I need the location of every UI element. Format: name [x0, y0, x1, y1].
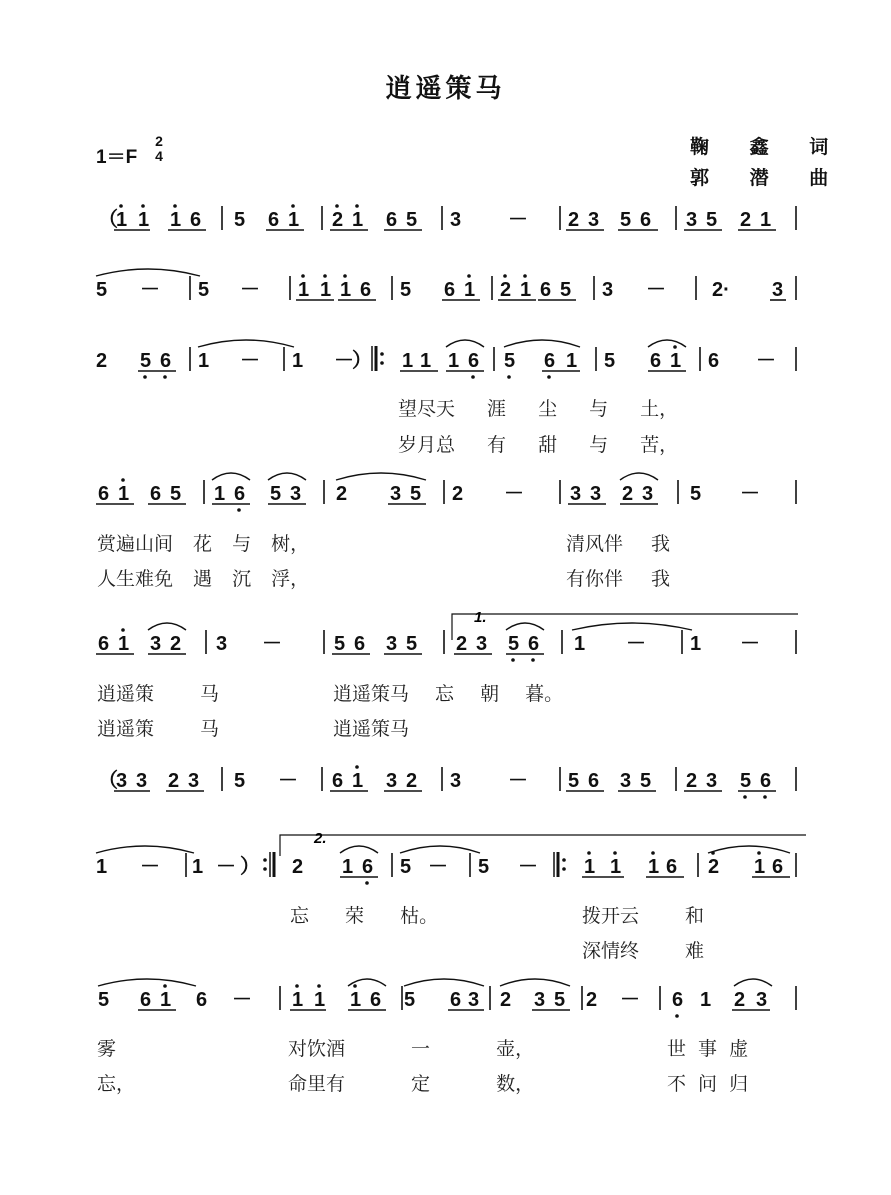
note-7-23: 1 [700, 989, 712, 1011]
note-2-1: 5 [140, 350, 152, 372]
lyric-row8-v2c: 不 问 归 [667, 1073, 749, 1095]
note-3-22: 5 [690, 483, 702, 505]
note-0-10: 2 [332, 209, 344, 231]
repeat-dot [380, 352, 384, 356]
note-2-20: 5 [604, 350, 616, 372]
upper-octave-dot [467, 274, 471, 278]
song-title: 逍遥策马 [385, 74, 506, 104]
note-4-8: 5 [334, 633, 346, 655]
note-0-4: 6 [190, 209, 202, 231]
lower-octave-dot [547, 375, 551, 379]
volta-1-label: 1. [474, 609, 487, 626]
repeat-dot [263, 867, 267, 871]
note-7-3: 6 [196, 989, 208, 1011]
note-0-13: 5 [406, 209, 418, 231]
upper-octave-dot [673, 345, 677, 349]
upper-octave-dot [651, 851, 655, 855]
note-1-13: 1 [464, 279, 476, 301]
note-0-25: 2 [740, 209, 752, 231]
slur [620, 473, 658, 480]
note-2-9: ） [352, 350, 372, 372]
upper-octave-dot [291, 204, 295, 208]
lyric-row5-v1b: 逍遥策马 忘 朝 暮。 [333, 683, 564, 705]
note-2-21: 6 [650, 350, 662, 372]
slur [572, 623, 692, 630]
note-5-20: 5 [640, 770, 652, 792]
slur [336, 473, 426, 480]
key-signature: 1＝F [96, 147, 138, 168]
slur [504, 340, 580, 347]
note-4-11: 5 [406, 633, 418, 655]
lyric-row8-v2a: 忘， [97, 1073, 136, 1095]
note-3-3: 5 [170, 483, 182, 505]
note-6-1: － [140, 856, 160, 878]
note-5-1: 3 [116, 770, 128, 792]
note-4-9: 6 [354, 633, 366, 655]
lyric-row4-v2b: 有你伴 我 [566, 568, 671, 590]
note-6-9: 6 [362, 856, 374, 878]
note-7-7: 1 [314, 989, 326, 1011]
upper-octave-dot [317, 984, 321, 988]
slur [404, 979, 484, 986]
note-3-10: 2 [336, 483, 348, 505]
note-6-19: 1 [648, 856, 660, 878]
note-7-20: － [620, 989, 640, 1011]
repeat-dot [562, 858, 566, 862]
note-5-15: － [508, 770, 528, 792]
note-1-9: 6 [360, 279, 372, 301]
note-3-8: 3 [290, 483, 302, 505]
note-0-16: － [508, 209, 528, 231]
note-2-25: － [756, 350, 776, 372]
upper-octave-dot [141, 204, 145, 208]
note-6-15: － [518, 856, 538, 878]
note-4-15: 5 [508, 633, 520, 655]
upper-octave-dot [295, 984, 299, 988]
note-0-2: 1 [138, 209, 150, 231]
note-1-7: 1 [320, 279, 332, 301]
note-1-23: 2· [712, 279, 730, 301]
lyric-row5-v2a: 逍遥策 马 [97, 718, 220, 740]
lyric-row4-v1a: 赏遍山间 花 与 树， [97, 533, 310, 555]
note-1-12: 6 [444, 279, 456, 301]
note-7-4: － [232, 989, 252, 1011]
note-3-11: 3 [390, 483, 402, 505]
meter-bottom: 4 [155, 148, 163, 164]
note-0-11: 1 [352, 209, 364, 231]
note-0-18: 2 [568, 209, 580, 231]
note-1-16: 1 [520, 279, 532, 301]
note-7-15: 2 [500, 989, 512, 1011]
slur [96, 846, 194, 853]
lower-octave-dot [237, 508, 241, 512]
note-3-23: － [740, 483, 760, 505]
note-7-0: 5 [98, 989, 110, 1011]
note-0-1: 1 [116, 209, 128, 231]
note-5-17: 5 [568, 770, 580, 792]
note-5-24: 5 [740, 770, 752, 792]
upper-octave-dot [523, 274, 527, 278]
note-7-22: 6 [672, 989, 684, 1011]
note-7-19: 2 [586, 989, 598, 1011]
note-6-24: 6 [772, 856, 784, 878]
note-4-14: 3 [476, 633, 488, 655]
note-1-15: 2 [500, 279, 512, 301]
note-7-25: 3 [756, 989, 768, 1011]
note-3-7: 5 [270, 483, 282, 505]
slur [268, 473, 306, 480]
note-6-18: 1 [610, 856, 622, 878]
note-0-12: 6 [386, 209, 398, 231]
lyric-row8-v1b: 对饮酒 一 壶， [288, 1038, 535, 1060]
note-6-23: 1 [754, 856, 766, 878]
note-2-12: 1 [420, 350, 432, 372]
note-5-12: 2 [406, 770, 418, 792]
lyricist-credit: 鞠 鑫 词 [690, 136, 846, 158]
note-4-2: 3 [150, 633, 162, 655]
note-5-22: 2 [686, 770, 698, 792]
note-3-5: 1 [214, 483, 226, 505]
note-4-6: － [262, 633, 282, 655]
note-7-13: 3 [468, 989, 480, 1011]
note-0-19: 3 [588, 209, 600, 231]
note-5-3: 2 [168, 770, 180, 792]
note-0-20: 5 [620, 209, 632, 231]
note-7-8: 1 [350, 989, 362, 1011]
note-7-2: 1 [160, 989, 172, 1011]
lower-octave-dot [365, 881, 369, 885]
note-5-6: 5 [234, 770, 246, 792]
slur [500, 979, 570, 986]
slur [648, 340, 686, 347]
lower-octave-dot [163, 375, 167, 379]
upper-octave-dot [119, 204, 123, 208]
upper-octave-dot [121, 478, 125, 482]
upper-octave-dot [355, 204, 359, 208]
note-2-22: 1 [670, 350, 682, 372]
note-7-1: 6 [140, 989, 152, 1011]
note-2-7: 1 [292, 350, 304, 372]
note-6-4: － [216, 856, 236, 878]
note-4-0: 6 [98, 633, 110, 655]
lower-octave-dot [507, 375, 511, 379]
note-7-6: 1 [292, 989, 304, 1011]
note-5-18: 6 [588, 770, 600, 792]
note-0-15: 3 [450, 209, 462, 231]
note-0-7: 6 [268, 209, 280, 231]
note-0-6: 5 [234, 209, 246, 231]
note-3-17: 3 [570, 483, 582, 505]
note-4-21: 1 [690, 633, 702, 655]
note-5-7: － [278, 770, 298, 792]
note-2-13: 1 [448, 350, 460, 372]
note-0-8: 1 [288, 209, 300, 231]
note-2-5: － [240, 350, 260, 372]
slur [198, 340, 294, 347]
note-5-25: 6 [760, 770, 772, 792]
note-4-18: 1 [574, 633, 586, 655]
note-5-14: 3 [450, 770, 462, 792]
slur [400, 846, 480, 853]
meter-top: 2 [155, 133, 163, 149]
note-3-2: 6 [150, 483, 162, 505]
lower-octave-dot [675, 1014, 679, 1018]
note-2-4: 1 [198, 350, 210, 372]
note-4-22: － [740, 633, 760, 655]
slur [98, 979, 196, 986]
note-6-7: 2 [292, 856, 304, 878]
note-0-21: 6 [640, 209, 652, 231]
upper-octave-dot [503, 274, 507, 278]
note-6-20: 6 [666, 856, 678, 878]
upper-octave-dot [613, 851, 617, 855]
note-7-12: 6 [450, 989, 462, 1011]
lower-octave-dot [763, 795, 767, 799]
note-1-1: － [140, 279, 160, 301]
slur [148, 623, 186, 630]
note-6-3: 1 [192, 856, 204, 878]
note-1-21: － [646, 279, 666, 301]
lyric-row7-v1a: 忘 荣 枯。 [290, 905, 439, 927]
note-1-4: － [240, 279, 260, 301]
note-0-0: （ [98, 209, 118, 231]
note-6-17: 1 [584, 856, 596, 878]
note-6-8: 1 [342, 856, 354, 878]
upper-octave-dot [343, 274, 347, 278]
upper-octave-dot [121, 628, 125, 632]
note-2-0: 2 [96, 350, 108, 372]
note-0-24: 5 [706, 209, 718, 231]
note-7-11: 5 [404, 989, 416, 1011]
note-3-20: 3 [642, 483, 654, 505]
note-6-14: 5 [478, 856, 490, 878]
slur [506, 623, 544, 630]
lower-octave-dot [743, 795, 747, 799]
slur [96, 269, 200, 276]
note-6-12: － [428, 856, 448, 878]
note-7-24: 2 [734, 989, 746, 1011]
upper-octave-dot [163, 984, 167, 988]
slur [340, 846, 378, 853]
note-2-24: 6 [708, 350, 720, 372]
upper-octave-dot [173, 204, 177, 208]
note-4-10: 3 [386, 633, 398, 655]
note-6-5: ） [240, 856, 260, 878]
lyric-row3-v2: 岁月总 有 甜 与 苦， [398, 434, 679, 456]
note-2-18: 1 [566, 350, 578, 372]
note-5-19: 3 [620, 770, 632, 792]
upper-octave-dot [301, 274, 305, 278]
upper-octave-dot [587, 851, 591, 855]
lyric-row4-v1b: 清风伴 我 [566, 533, 671, 555]
note-2-2: 6 [160, 350, 172, 372]
note-6-22: 2 [708, 856, 720, 878]
note-6-11: 5 [400, 856, 412, 878]
note-4-13: 2 [456, 633, 468, 655]
slur [708, 846, 790, 853]
note-2-11: 1 [402, 350, 414, 372]
slur [734, 979, 772, 986]
note-1-8: 1 [340, 279, 352, 301]
note-3-18: 3 [590, 483, 602, 505]
note-4-19: － [626, 633, 646, 655]
note-5-11: 3 [386, 770, 398, 792]
note-5-2: 3 [136, 770, 148, 792]
lyric-row8-v1a: 雾 [97, 1038, 117, 1060]
repeat-dot [380, 361, 384, 365]
note-0-23: 3 [686, 209, 698, 231]
note-7-17: 5 [554, 989, 566, 1011]
note-3-15: － [504, 483, 524, 505]
note-4-3: 2 [170, 633, 182, 655]
note-2-8: － [334, 350, 354, 372]
note-5-4: 3 [188, 770, 200, 792]
slur [446, 340, 484, 347]
note-2-16: 5 [504, 350, 516, 372]
lyric-row5-v2b: 逍遥策马 [333, 718, 410, 740]
note-3-1: 1 [118, 483, 130, 505]
lyric-row5-v1a: 逍遥策 马 [97, 683, 220, 705]
note-2-14: 6 [468, 350, 480, 372]
note-3-19: 2 [622, 483, 634, 505]
note-4-1: 1 [118, 633, 130, 655]
note-5-9: 6 [332, 770, 344, 792]
lyric-row8-v2b: 命里有 定 数， [288, 1073, 535, 1095]
note-1-18: 5 [560, 279, 572, 301]
note-1-20: 3 [602, 279, 614, 301]
upper-octave-dot [355, 765, 359, 769]
lower-octave-dot [531, 658, 535, 662]
lower-octave-dot [511, 658, 515, 662]
note-5-10: 1 [352, 770, 364, 792]
note-1-6: 1 [298, 279, 310, 301]
lyric-row7-v1b: 拨开云 和 [582, 905, 705, 927]
upper-octave-dot [353, 984, 357, 988]
note-0-3: 1 [170, 209, 182, 231]
note-3-6: 6 [234, 483, 246, 505]
note-5-0: （ [98, 770, 118, 792]
note-1-11: 5 [400, 279, 412, 301]
note-7-16: 3 [534, 989, 546, 1011]
note-3-14: 2 [452, 483, 464, 505]
composer-credit: 郭 潜 曲 [690, 167, 846, 189]
note-6-0: 1 [96, 856, 108, 878]
lower-octave-dot [143, 375, 147, 379]
lyric-row4-v2a: 人生难免 遇 沉 浮， [97, 568, 310, 590]
note-5-23: 3 [706, 770, 718, 792]
note-4-5: 3 [216, 633, 228, 655]
repeat-dot [263, 858, 267, 862]
upper-octave-dot [323, 274, 327, 278]
lower-octave-dot [471, 375, 475, 379]
note-1-3: 5 [198, 279, 210, 301]
note-1-17: 6 [540, 279, 552, 301]
note-1-24: 3 [772, 279, 784, 301]
note-1-0: 5 [96, 279, 108, 301]
note-7-9: 6 [370, 989, 382, 1011]
lyric-row3-v1: 望尽天 涯 尘 与 土， [398, 398, 679, 420]
volta-2-label: 2. [314, 830, 327, 847]
note-0-26: 1 [760, 209, 772, 231]
repeat-dot [562, 867, 566, 871]
upper-octave-dot [335, 204, 339, 208]
lyric-row8-v1c: 世 事 虚 [667, 1038, 749, 1060]
note-4-16: 6 [528, 633, 540, 655]
upper-octave-dot [757, 851, 761, 855]
lyric-row7-v2: 深情终 难 [582, 940, 705, 962]
note-3-0: 6 [98, 483, 110, 505]
note-2-17: 6 [544, 350, 556, 372]
note-3-12: 5 [410, 483, 422, 505]
slur [212, 473, 250, 480]
